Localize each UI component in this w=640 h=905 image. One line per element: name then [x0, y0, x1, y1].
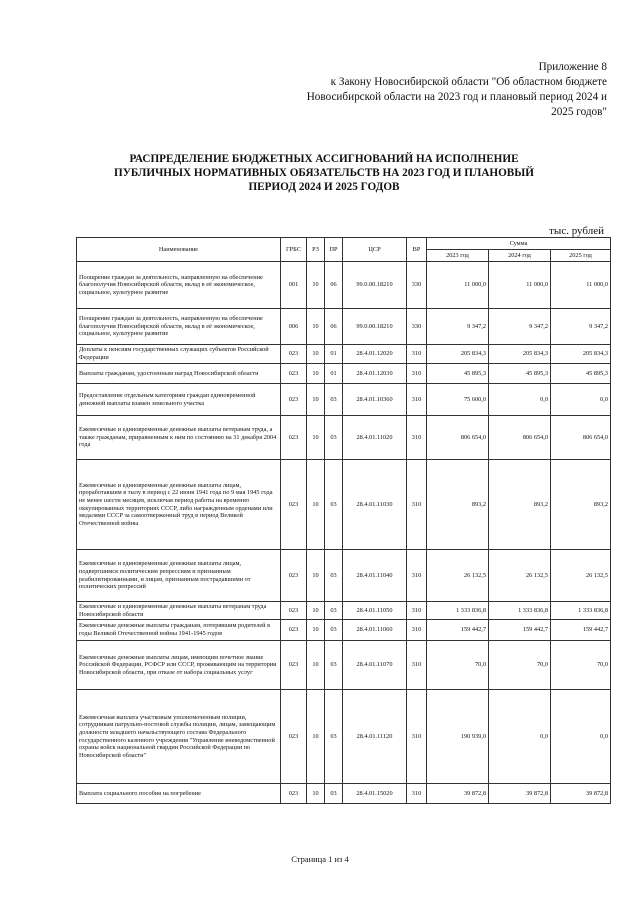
header-rz: РЗ — [307, 238, 325, 262]
row-sum-2025: 893,2 — [551, 460, 611, 550]
row-grbs: 023 — [281, 550, 307, 602]
row-rz: 10 — [307, 690, 325, 784]
appendix-law-line: к Закону Новосибирской области "Об областном бюджете — [330, 76, 607, 88]
row-grbs: 023 — [281, 364, 307, 384]
header-name: Наименование — [77, 238, 281, 262]
row-name: Выплаты гражданам, удостоенным наград Новосибирской области — [77, 364, 281, 384]
row-pr: 01 — [325, 364, 343, 384]
row-sum-2023: 159 442,7 — [427, 620, 489, 641]
row-grbs: 001 — [281, 262, 307, 309]
row-sum-2024: 9 347,2 — [489, 309, 551, 345]
row-sum-2025: 11 000,0 — [551, 262, 611, 309]
row-pr: 03 — [325, 384, 343, 416]
row-csr: 99.0.00.18210 — [343, 309, 407, 345]
row-vr: 310 — [407, 602, 427, 620]
row-vr: 310 — [407, 641, 427, 690]
row-sum-2024: 70,0 — [489, 641, 551, 690]
row-sum-2025: 205 834,3 — [551, 345, 611, 364]
row-sum-2024: 893,2 — [489, 460, 551, 550]
row-vr: 310 — [407, 416, 427, 460]
row-rz: 10 — [307, 602, 325, 620]
row-grbs: 023 — [281, 345, 307, 364]
row-vr: 310 — [407, 784, 427, 804]
row-rz: 10 — [307, 550, 325, 602]
row-grbs: 023 — [281, 602, 307, 620]
row-pr: 03 — [325, 460, 343, 550]
row-grbs: 006 — [281, 309, 307, 345]
table-row — [77, 641, 611, 690]
row-name: Ежемесячные денежные выплаты гражданам, потерявшим родителей в годы Великой Отечественной войны 1941-1945 годов — [77, 620, 281, 641]
table-row — [77, 690, 611, 784]
row-sum-2023: 190 939,0 — [427, 690, 489, 784]
table-body — [77, 262, 611, 804]
row-pr: 01 — [325, 345, 343, 364]
row-grbs: 023 — [281, 460, 307, 550]
row-name: Ежемесячные и единовременные денежные выплаты лицам, подвергшимся политическим репрессиям и признанным реабилитированными, и лицам, признанным пострадавшими от политических репрессий — [77, 550, 281, 602]
row-csr: 28.4.01.15020 — [343, 784, 407, 804]
header-grbs: ГРБС — [281, 238, 307, 262]
row-name: Поощрение граждан за деятельность, направленную на обеспечение благополучия Новосибирской области, вклад в её экономическое, социальное, культурное развитие — [77, 309, 281, 345]
row-sum-2024: 205 834,3 — [489, 345, 551, 364]
currency-unit: тыс. рублей — [549, 225, 604, 237]
row-grbs: 023 — [281, 416, 307, 460]
table-row — [77, 309, 611, 345]
row-name: Ежемесячные и единовременные денежные выплаты ветеранам труда, а также гражданам, приравненным к ним по состоянию на 31 декабря 2004 года — [77, 416, 281, 460]
row-sum-2025: 0,0 — [551, 690, 611, 784]
row-csr: 28.4.01.11040 — [343, 550, 407, 602]
row-sum-2025: 159 442,7 — [551, 620, 611, 641]
row-vr: 310 — [407, 550, 427, 602]
row-pr: 03 — [325, 416, 343, 460]
row-sum-2025: 9 347,2 — [551, 309, 611, 345]
table-row — [77, 784, 611, 804]
document-title — [100, 152, 548, 194]
row-sum-2023: 205 834,3 — [427, 345, 489, 364]
row-grbs: 023 — [281, 620, 307, 641]
row-grbs: 023 — [281, 784, 307, 804]
row-csr: 99.0.00.18210 — [343, 262, 407, 309]
row-csr: 28.4.01.11020 — [343, 416, 407, 460]
row-sum-2023: 39 872,8 — [427, 784, 489, 804]
row-sum-2024: 45 895,3 — [489, 364, 551, 384]
row-rz: 10 — [307, 784, 325, 804]
row-sum-2024: 1 333 836,8 — [489, 602, 551, 620]
row-name: Доплаты к пенсиям государственных служащих субъектов Российской Федерации — [77, 345, 281, 364]
header-csr: ЦСР — [343, 238, 407, 262]
appendix-number: Приложение 8 — [538, 61, 607, 73]
row-name: Поощрение граждан за деятельность, направленную на обеспечение благополучия Новосибирской области, вклад в её экономическое, социальное, культурное развитие — [77, 262, 281, 309]
row-rz: 10 — [307, 345, 325, 364]
row-name: Выплата социального пособия на погребение — [77, 784, 281, 804]
row-pr: 03 — [325, 690, 343, 784]
row-vr: 310 — [407, 345, 427, 364]
row-pr: 06 — [325, 309, 343, 345]
row-csr: 28.4.01.11060 — [343, 620, 407, 641]
row-sum-2023: 11 000,0 — [427, 262, 489, 309]
title-line: ПЕРИОД 2024 И 2025 ГОДОВ — [248, 181, 400, 193]
row-sum-2024: 0,0 — [489, 690, 551, 784]
row-name: Ежемесячная выплата участковым уполномоченным полиции, сотрудникам патрульно-постовой службы полиции, лицам, замещающим должности младшего начальствующего состава Федерального государственного казенного учреждения "Управление вневедомственной охраны войск национальной гвардии Российской Федерации по Новосибирской области" — [77, 690, 281, 784]
row-sum-2023: 70,0 — [427, 641, 489, 690]
row-pr: 03 — [325, 641, 343, 690]
table-row — [77, 384, 611, 416]
row-pr: 03 — [325, 550, 343, 602]
row-rz: 10 — [307, 620, 325, 641]
row-csr: 28.4.01.11120 — [343, 690, 407, 784]
row-rz: 10 — [307, 641, 325, 690]
row-pr: 03 — [325, 784, 343, 804]
table-row — [77, 550, 611, 602]
row-rz: 10 — [307, 460, 325, 550]
row-sum-2025: 1 333 836,8 — [551, 602, 611, 620]
row-sum-2024: 0,0 — [489, 384, 551, 416]
table-row — [77, 460, 611, 550]
appendix-law-line: Новосибирской области на 2023 год и плановый период 2024 и — [306, 91, 607, 103]
row-sum-2025: 806 654,0 — [551, 416, 611, 460]
header-year-2024: 2024 год — [489, 250, 551, 262]
row-sum-2025: 70,0 — [551, 641, 611, 690]
title-line: ПУБЛИЧНЫХ НОРМАТИВНЫХ ОБЯЗАТЕЛЬСТВ НА 2023 ГОД И ПЛАНОВЫЙ — [114, 167, 534, 179]
row-vr: 310 — [407, 620, 427, 641]
row-rz: 10 — [307, 416, 325, 460]
header-vr: ВР — [407, 238, 427, 262]
row-sum-2023: 893,2 — [427, 460, 489, 550]
table-row — [77, 620, 611, 641]
row-sum-2023: 806 654,0 — [427, 416, 489, 460]
row-name: Ежемесячные денежные выплаты лицам, имеющим почетное звание Российской Федерации, РСФСР или СССР, проживающим на территории Новосибирской области, при отказе от набора социальных услуг — [77, 641, 281, 690]
table-row — [77, 602, 611, 620]
row-sum-2024: 26 132,5 — [489, 550, 551, 602]
page-footer: Страница 1 из 4 — [291, 854, 349, 864]
row-csr: 28.4.01.12020 — [343, 345, 407, 364]
row-sum-2023: 75 600,0 — [427, 384, 489, 416]
budget-table — [76, 237, 611, 804]
row-csr: 28.4.01.10360 — [343, 384, 407, 416]
row-grbs: 023 — [281, 641, 307, 690]
row-vr: 330 — [407, 309, 427, 345]
table-row — [77, 262, 611, 309]
row-sum-2025: 45 895,3 — [551, 364, 611, 384]
row-sum-2023: 26 132,5 — [427, 550, 489, 602]
row-csr: 28.4.01.11050 — [343, 602, 407, 620]
header-sum: Сумма — [427, 238, 611, 250]
row-sum-2024: 806 654,0 — [489, 416, 551, 460]
row-sum-2024: 39 872,8 — [489, 784, 551, 804]
title-line: РАСПРЕДЕЛЕНИЕ БЮДЖЕТНЫХ АССИГНОВАНИЙ НА ИСПОЛНЕНИЕ — [129, 153, 519, 165]
row-name: Ежемесячные и единовременные денежные выплаты лицам, проработавшим в тылу в период с 22 июня 1941 года по 9 мая 1945 года не менее шести месяцев, исключая период работы на временно оккупированных территориях СССР, либо награжденным орденами или медалями СССР за самоотверженный труд в период Великой Отечественной войны — [77, 460, 281, 550]
row-rz: 10 — [307, 309, 325, 345]
row-csr: 28.4.01.11070 — [343, 641, 407, 690]
header-year-2025: 2025 год — [551, 250, 611, 262]
row-sum-2025: 26 132,5 — [551, 550, 611, 602]
row-sum-2025: 39 872,8 — [551, 784, 611, 804]
row-csr: 28.4.01.12030 — [343, 364, 407, 384]
row-sum-2023: 1 333 836,8 — [427, 602, 489, 620]
row-sum-2024: 159 442,7 — [489, 620, 551, 641]
row-sum-2024: 11 000,0 — [489, 262, 551, 309]
row-name: Ежемесячные и единовременные денежные выплаты ветеранам труда Новосибирской области — [77, 602, 281, 620]
row-pr: 06 — [325, 262, 343, 309]
row-vr: 310 — [407, 364, 427, 384]
row-rz: 10 — [307, 262, 325, 309]
row-pr: 03 — [325, 602, 343, 620]
row-sum-2023: 9 347,2 — [427, 309, 489, 345]
row-sum-2023: 45 895,3 — [427, 364, 489, 384]
row-name: Предоставление отдельным категориям граждан единовременной денежной выплаты взамен земельного участка — [77, 384, 281, 416]
row-vr: 310 — [407, 384, 427, 416]
row-rz: 10 — [307, 364, 325, 384]
header-year-2023: 2023 год — [427, 250, 489, 262]
row-vr: 310 — [407, 690, 427, 784]
appendix-header — [247, 60, 607, 120]
table-row — [77, 416, 611, 460]
row-vr: 330 — [407, 262, 427, 309]
row-grbs: 023 — [281, 384, 307, 416]
row-pr: 03 — [325, 620, 343, 641]
row-csr: 28.4.01.11030 — [343, 460, 407, 550]
row-grbs: 023 — [281, 690, 307, 784]
header-pr: ПР — [325, 238, 343, 262]
row-sum-2025: 0,0 — [551, 384, 611, 416]
table-row — [77, 345, 611, 364]
row-rz: 10 — [307, 384, 325, 416]
appendix-law-line: 2025 годов" — [551, 106, 607, 118]
table-row — [77, 364, 611, 384]
row-vr: 310 — [407, 460, 427, 550]
